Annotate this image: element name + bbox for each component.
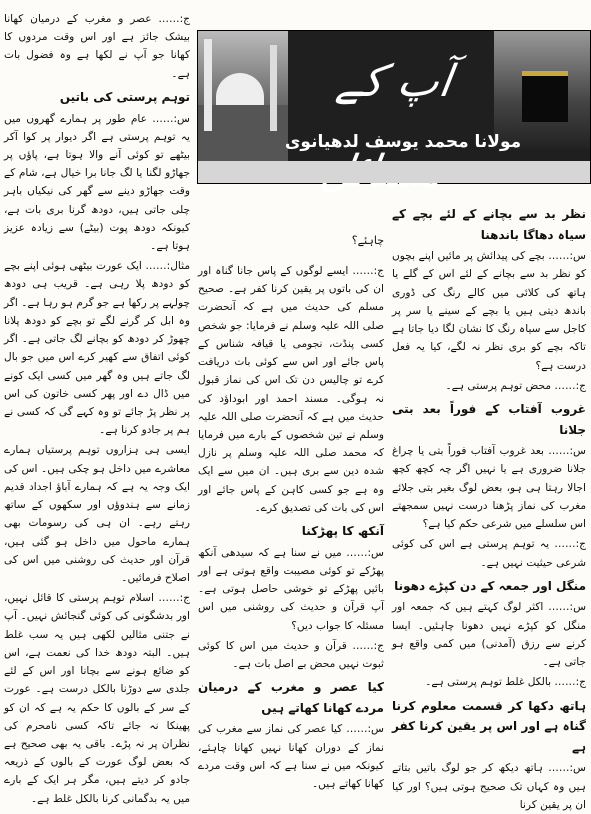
middle-top-line: چاہئے؟ <box>351 234 384 247</box>
right-heading-1: نظر بد سے بچانے کے لئے بچے کے سیاہ دھاگا باندھنا <box>392 207 586 242</box>
middle-column <box>198 262 384 795</box>
right-question-2: س:…… بعد غروب آفتاب فوراً بتی یا چراغ جلانا ضروری ہے یا نہیں اگر چہ کچھ کچھ اجالا رہتا ہی ہو، بعض لوگ بغیر بتی جلائے مغرب کی نماز پڑھنا درست نہیں سمجھتے اس سلسلے میں شرعی حکم کیا ہے؟ <box>392 445 586 531</box>
right-question-1: س:…… بچے کی پیدائش پر مائیں اپنے بچوں کو نظر بد سے بچانے کے لئے اس کے گلے یا ہاتھ کی کلائی میں کالے رنگ کی ڈوری باندھ دیتی ہیں یا بچے کے سینے یا سر پر کاجل سے سیاہ رنگ کا نشان لگا دیا جاتا ہے تاکہ بچے کو بری نظر نہ لگے، کیا یہ فعل درست ہے؟ <box>392 250 586 372</box>
left-paragraph-3: ایسی ہی ہزاروں توہم پرستیاں ہمارے معاشرے میں داخل ہو چکی ہیں۔ اس کی ایک وجہ یہ ہے کہ ہمارے آباؤ اجداد قدیم زمانے سے ہندوؤں اور سکھوں کے ساتھ رہتے رہے۔ ان ہی کی رسومات بھی ہمارے ماحول میں داخل ہو گئی ہیں، قرآن اور حدیث کی روشنی میں اس کی اصلاح فرمائیں۔ <box>4 444 190 584</box>
right-answer-3: ج:…… بالکل غلط توہم پرستی ہے۔ <box>425 676 586 689</box>
middle-question-3: س:…… کیا عصر کی نماز سے مغرب کی نماز کے دوران کھانا نہیں کھانا چاہئے، کیونکہ میں نے سنا ہے کہ اس وقت مردے کھانا کھاتے ہیں۔ <box>198 723 384 791</box>
right-answer-2: ج:…… یہ توہم پرستی ہے اس کی کوئی شرعی حیثیت نہیں ہے۔ <box>392 538 586 569</box>
banner-title: آپ کے <box>333 56 455 107</box>
middle-heading-3: کیا عصر و مغرب کے درمیان مردے کھانا کھاتے ہیں <box>198 680 384 715</box>
right-answer-1: ج:…… محض توہم پرستی ہے۔ <box>445 379 586 392</box>
right-heading-2: غروب آفتاب کے فوراً بعد بتی جلانا <box>392 402 586 437</box>
left-example: مثال:…… ایک عورت بیٹھی ہوئی اپنے بچے کو دودھ پلا رہی ہے۔ قریب ہی دودھ چولہے پر رکھا ہے جو گرم ہو رہا ہے۔ اگر وہ ابل کر گرنے لگے تو بچے کو دودھ پلانا چھوڑ کر دودھ کو بچانے لگ جاتی ہے۔ اگر کوئی اتفاق سے کھیر کرے اس میں جو بال لگ جاتے ہیں وہ گھر میں کسی ایک کونے میں ڈال دے اور پھر کسی خاتون کی اس پر نظر پڑ جائے تو وہ کہے گی کہ کسی نے ہم پر جادو کرنا ہے۔ <box>4 260 190 437</box>
middle-heading-2: آنکھ کا پھڑکنا <box>301 524 384 539</box>
banner-author: مولانا محمد یوسف لدھیانوی <box>284 132 522 152</box>
left-question-1: س:…… عام طور پر ہمارے گھروں میں یہ توہم پرستی ہے اگر دیوار پر کوا آکر بیٹھے تو کوئی آنے والا ہوتا ہے، پاؤں پر جھاڑو لگنا یا لگ جانا برا خیال ہے، شام کے وقت جھاڑو دینے سے گھر کی نیکیاں باہر چلی جاتی ہیں، دودھ گرنا بری بات ہے، کیونکہ دودھ پوت (بیٹے) سے زیادہ عزیز ہوتا ہے۔ <box>4 112 190 253</box>
left-heading-1: توہم پرستی کی باتیں <box>59 89 190 104</box>
middle-answer-1: ج:…… ایسے لوگوں کے پاس جانا گناہ اور ان کی باتوں پر یقین کرنا کفر ہے۔ صحیح مسلم کی حدیث میں ہے کہ آنحضرت صلی اللہ علیہ وسلم نے فرمایا: جو شخص کسی پنڈت، نجومی یا قیافہ شناس کے پاس جائے اور اس سے کوئی بات دریافت کرے تو چالیس دن تک اس کی نماز قبول نہ ہوگی۔ مسند احمد اور ابوداؤد کی حدیث میں ہے کہ آنحضرت صلی اللہ علیہ وسلم نے تین شخصوں کے بارے میں فرمایا کہ محمد صلی اللہ علیہ وسلم پر نازل شدہ دین سے بری ہیں۔ ان میں سے ایک وہ ہے جو کسی کاہن کے پاس جائے اور اس کی بات کی تصدیق کرے۔ <box>198 265 384 514</box>
right-question-3: س:…… اکثر لوگ کہتے ہیں کہ جمعہ اور منگل کو کپڑے نہیں دھونا چاہئیں۔ ایسا کرنے سے رزق (آمدنی) میں کمی واقع ہو جاتی ہے۔ <box>392 601 586 669</box>
left-answer-3: ج:…… اسلام توہم پرستی کا قائل نہیں، اور بدشگونی کی کوئی گنجائش نہیں۔ آپ نے جتنی مثالیں لکھی ہیں یہ سب غلط ہیں۔ البتہ دودھ خدا کی نعمت ہے، اس کو ضائع ہونے سے بچانا اور اس کے لئے جلدی سے دوڑنا بالکل درست ہے۔ عورت کے سر کے بالوں کا حکم یہ ہے کہ ان کو پھینکا نہ جائے تاکہ کسی نامحرم کی نظران پر نہ پڑے۔ باقی یہ بھی صحیح ہے کہ بعض لوگ عورت کے بالوں کے ذریعہ جادو کر دیتے ہیں، مگر ہر ایک کے بارے میں یہ بدگمانی کرنا بالکل غلط ہے۔ <box>4 592 190 805</box>
left-answer-0: ج:…… عصر و مغرب کے درمیان کھانا بیشک جائز ہے اور اس وقت مردوں کا کھانا جو آپ نے لکھا ہے وہ فضول بات ہے۔ <box>4 13 190 80</box>
right-column <box>392 200 586 811</box>
middle-answer-2: ج:…… قرآن و حدیث میں اس کا کوئی ثبوت نہیں محض بے اصل بات ہے۔ <box>198 639 384 670</box>
middle-question-2: س:…… میں نے سنا ہے کہ سیدھی آنکھ پھڑکے تو کوئی مصیبت واقع ہوتی ہے اور بائیں پھڑکے تو خوشی حاصل ہوتی ہے۔ آپ قرآن و حدیث کی روشنی میں اس مسئلہ کا جواب دیں؟ <box>198 546 384 632</box>
left-column <box>4 10 190 805</box>
right-heading-3: منگل اور جمعہ کے دن کپڑے دھونا <box>394 578 586 593</box>
banner-strip <box>198 161 590 183</box>
right-question-4: س:…… ہاتھ دیکھ کر جو لوگ باتیں بتاتے ہیں وہ کہاں تک صحیح ہوتی ہیں؟ اور کیا ان پر یقین کرنا <box>392 762 586 811</box>
column-banner <box>197 30 591 184</box>
right-heading-4: ہاتھ دکھا کر قسمت معلوم کرنا گناہ ہے اور اس پر یقین کرنا کفر ہے <box>392 698 586 754</box>
